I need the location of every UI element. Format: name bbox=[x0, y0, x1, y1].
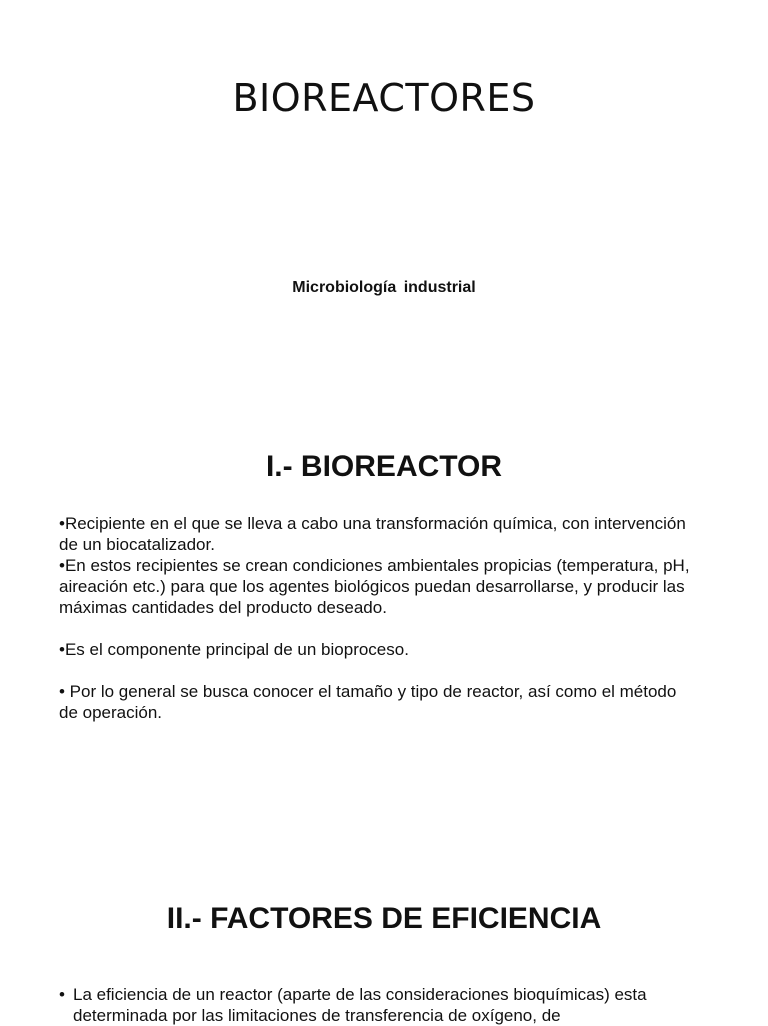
main-title: BIOREACTORES bbox=[232, 76, 536, 120]
bullet-text: La eficiencia de un reactor (aparte de las consideraciones bioquímicas) esta determinada por las limitaciones de transferencia de oxígeno, de bbox=[73, 985, 647, 1025]
slide-bioreactor bbox=[0, 420, 768, 820]
section-title-efficiency: II.- FACTORES DE EFICIENCIA bbox=[166, 902, 602, 935]
bullet-marker: • bbox=[59, 985, 65, 1004]
bullet-item: •En estos recipientes se crean condiciones ambientales propicias (temperatura, pH, aireación etc.) para que los agentes biológicos puedan desarrollarse, y producir las máximas cantidades del producto deseado. bbox=[59, 556, 690, 617]
slide-efficiency-factors bbox=[0, 870, 768, 1024]
bullet-item: •Es el componente principal de un bioproceso. bbox=[59, 640, 409, 659]
bullet-item: • Por lo general se busca conocer el tamaño y tipo de reactor, así como el método de operación. bbox=[59, 682, 677, 722]
bioreactor-bullet-list bbox=[59, 513, 699, 723]
efficiency-bullet-list bbox=[59, 984, 699, 1026]
bullet-item: •Recipiente en el que se lleva a cabo una transformación química, con intervención de un biocatalizador. bbox=[59, 514, 686, 554]
section-title-bioreactor: I.- BIOREACTOR bbox=[265, 450, 503, 483]
subtitle: Microbiología industrial bbox=[292, 279, 476, 296]
slide-title bbox=[0, 0, 768, 360]
bullet-item bbox=[59, 984, 699, 1026]
